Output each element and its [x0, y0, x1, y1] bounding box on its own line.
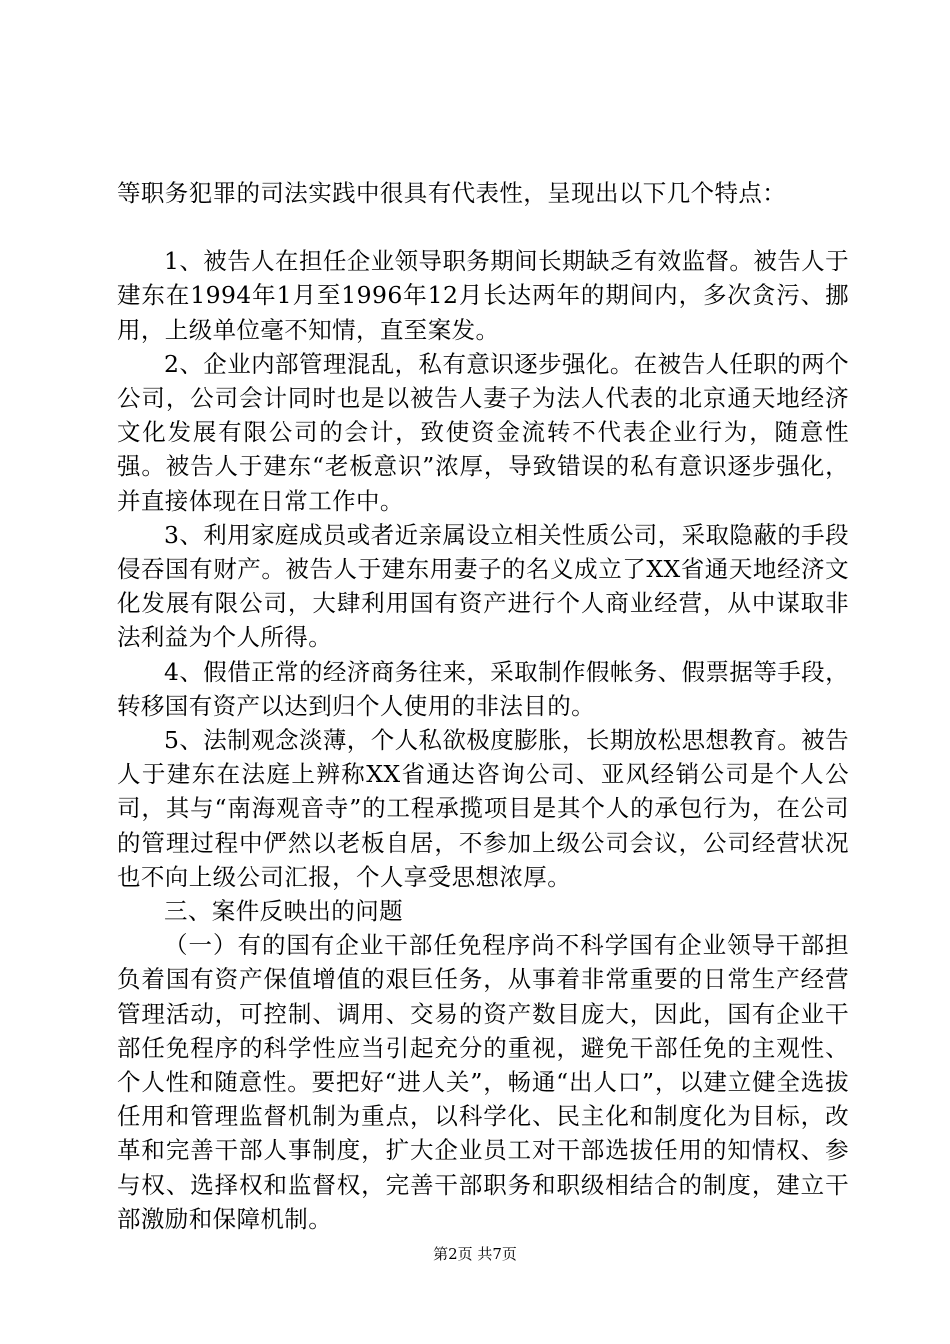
paragraph-point-3: 3、利用家庭成员或者近亲属设立相关性质公司，采取隐蔽的手段侵吞国有财产。被告人于建东用妻子的名义成立了XX省通天地经济文化发展有限公司，大肆利用国有资产进行个人商业经营，从中谋取非法利益为个人所得。 — [117, 520, 849, 652]
section-heading: 三、案件反映出的问题 — [164, 897, 403, 926]
page-footer: 第2页 共7页 — [433, 1245, 517, 1263]
document-body — [117, 176, 849, 1236]
paragraph-issue-1: （一）有的国有企业干部任免程序尚不科学国有企业领导干部担负着国有资产保值增值的艰巨任务，从事着非常重要的日常生产经营管理活动，可控制、调用、交易的资产数目庞大，因此，国有企业干部任免程序的科学性应当引起充分的重视，避免干部任免的主观性、个人性和随意性。要把好“进人关”，畅通“出人口”，以建立健全选拔任用和管理监督机制为重点，以科学化、民主化和制度化为目标，改革和完善干部人事制度，扩大企业员工对干部选拔任用的知情权、参与权、选择权和监督权，完善干部职务和职级相结合的制度，建立干部激励和保障机制。 — [117, 931, 849, 1233]
paragraph-point-5: 5、法制观念淡薄，个人私欲极度膨胀，长期放松思想教育。被告人于建东在法庭上辨称XX省通达咨询公司、亚风经销公司是个人公司，其与“南海观音寺”的工程承揽项目是其个人的承包行为，在公司的管理过程中俨然以老板自居，不参加上级公司会议，公司经营状况也不向上级公司汇报，个人享受思想浓厚。 — [117, 726, 849, 891]
paragraph-point-4: 4、假借正常的经济商务往来，采取制作假帐务、假票据等手段，转移国有资产以达到归个人使用的非法目的。 — [117, 657, 849, 720]
paragraph-point-1: 1、被告人在担任企业领导职务期间长期缺乏有效监督。被告人于建东在1994年1月至1996年12月长达两年的期间内，多次贪污、挪用，上级单位毫不知情，直至案发。 — [117, 247, 849, 344]
paragraph-intro: 等职务犯罪的司法实践中很具有代表性，呈现出以下几个特点： — [117, 179, 787, 207]
paragraph-point-2: 2、企业内部管理混乱，私有意识逐步强化。在被告人任职的两个公司，公司会计同时也是以被告人妻子为法人代表的北京通天地经济文化发展有限公司的会计，致使资金流转不代表企业行为，随意性强。被告人于建东“老板意识”浓厚，导致错误的私有意识逐步强化，并直接体现在日常工作中。 — [117, 349, 849, 515]
